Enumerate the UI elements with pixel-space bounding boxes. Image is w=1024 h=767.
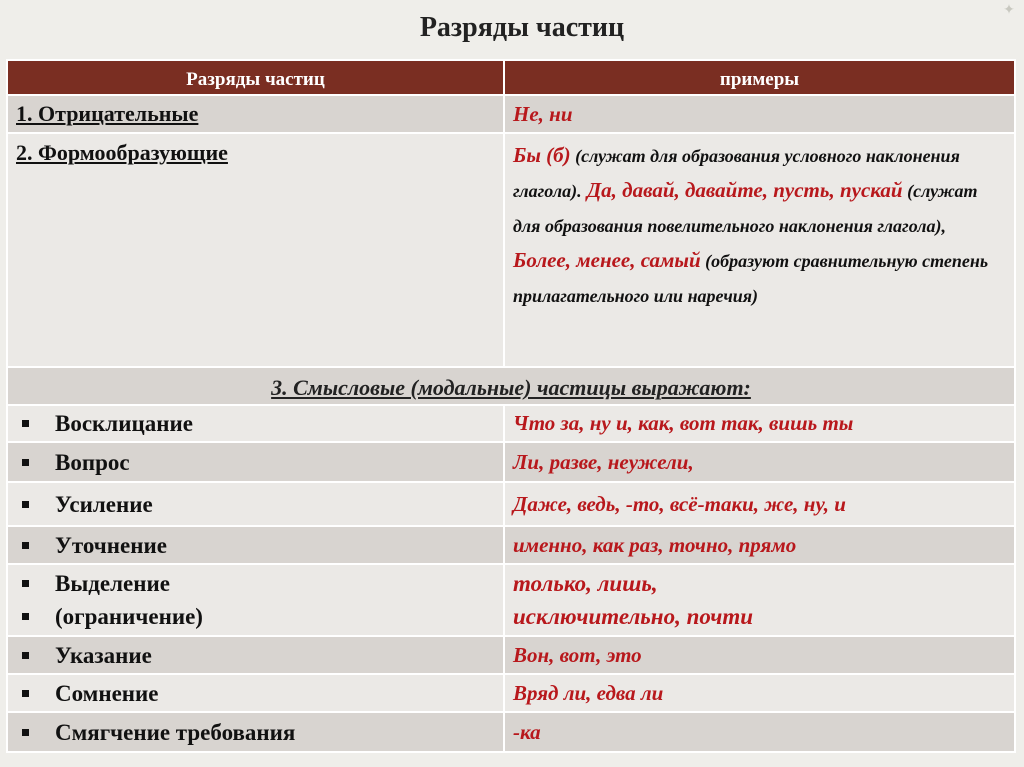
example-text: только, лишь, [513,571,658,596]
bullet-icon [22,652,29,659]
bullet-icon [22,613,29,620]
bullet-icon [22,690,29,697]
row-label: Сомнение [55,680,159,706]
row-label: Восклицание [55,411,193,436]
table-row [7,712,1015,752]
formative-examples [504,133,1015,367]
example-red: Бы (б) [513,143,571,167]
example-text: именно, как раз, точно, прямо [513,532,797,557]
row-label: Выделение [55,571,170,596]
header-examples: примеры [504,60,1015,95]
particles-table [6,59,1016,753]
table-row [7,564,1015,636]
table-row [7,405,1015,442]
bullet-icon [22,420,29,427]
category-label: 1. Отрицательные [16,101,199,126]
example-red: Да, давай, давайте, пусть, пускай [581,178,903,202]
table-row-formative [7,133,1015,367]
bullet-icon [22,542,29,549]
bullet-icon [22,459,29,466]
example-note: (служат для образования условного наклонения глагола). [513,146,960,201]
row-label: Смягчение требования [55,719,296,745]
row-label: Вопрос [55,449,130,475]
table-row-section [7,367,1015,405]
category-label: 2. Формообразующие [16,140,228,165]
table-header-row [7,60,1015,95]
example-note: (служат для образования повелительного наклонения глагола), [513,181,978,236]
row-label: Уточнение [55,532,167,558]
row-label: Указание [55,642,152,668]
table-row [7,442,1015,482]
row-label: Усиление [55,491,153,517]
table-row [7,674,1015,712]
example-text: исключительно, почти [513,604,754,629]
table-row [7,526,1015,564]
example-text: Вон, вот, это [513,642,642,667]
example-text: Даже, ведь, -то, всё-таки, же, ну, и [513,491,846,516]
example-text: Вряд ли, едва ли [513,680,664,705]
example-text: Не, ни [513,101,573,126]
example-text: -ка [513,719,541,744]
example-text: Ли, разве, неужели, [513,449,694,474]
bullet-icon [22,501,29,508]
row-label: (ограничение) [55,604,203,629]
table-row [7,636,1015,674]
example-red: Более, менее, самый [513,248,701,272]
table-row-negative [7,95,1015,133]
corner-decoration-icon: ✦ [1003,3,1015,18]
header-categories: Разряды частиц [7,60,504,95]
section-heading: 3. Смысловые (модальные) частицы выражают: [7,367,1015,405]
page-title: Разряды частиц [419,12,625,43]
bullet-icon [22,729,29,736]
table-row [7,482,1015,526]
bullet-icon [22,580,29,587]
example-note: (образуют сравнительную степень прилагательного или наречия) [513,251,989,306]
example-text: Что за, ну и, как, вот так, вишь ты [513,411,854,435]
